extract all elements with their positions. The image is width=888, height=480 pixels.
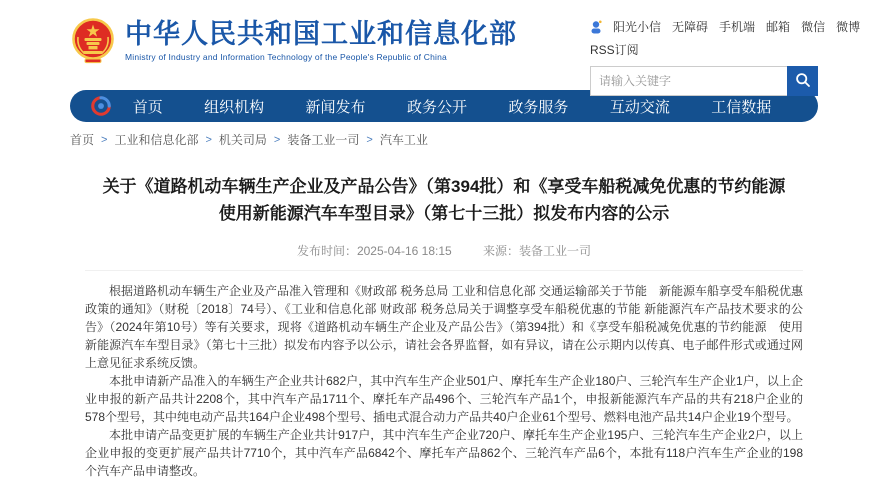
breadcrumb-separator: > <box>366 133 373 146</box>
search-button[interactable] <box>787 66 818 96</box>
breadcrumb-item-equipment-bureau[interactable]: 装备工业一司 <box>287 133 360 147</box>
site-subtitle: Ministry of Industry and Information Technology of the People's Republic of China <box>125 52 447 62</box>
breadcrumb-separator: > <box>101 133 108 146</box>
home-logo-link[interactable] <box>72 17 517 64</box>
nav-items <box>112 96 792 117</box>
article-paragraph: 根据道路机动车辆生产企业及产品准入管理和《财政部 税务总局 工业和信息化部 交通运输部关于节能 新能源车船享受车船税优惠政策的通知》（财税〔2018〕74号）、《工业和信息化部 财政部 税务总局关于调整享受车船税优惠的节能 新能源汽车产品技术要求的公告》（2024年第10号）等有关要求，现将《道路机动车辆生产企业及产品公告》（第394批）和《享受车船税减免优惠的节约能源 使用新能源汽车车型目录》（第七十三批）拟发布内容予以公示，请社会各界监督，如有异议，请在公示期内以传真、电子邮件形式或通过网上意见征求系统反馈。 <box>85 284 804 370</box>
site-title: 中华人民共和国工业和信息化部 <box>125 19 517 49</box>
nav-item-home[interactable]: 首页 <box>132 98 163 116</box>
breadcrumb-item-miit[interactable]: 工业和信息化部 <box>114 133 199 147</box>
search-input[interactable] <box>590 66 787 96</box>
site-titles <box>125 17 517 62</box>
page-title: 关于《道路机动车辆生产企业及产品公告》（第394批）和《享受车船税减免优惠的节约能源 使用新能源汽车车型目录》（第七十三批）拟发布内容的公示 <box>102 177 786 223</box>
breadcrumb-item-home[interactable]: 首页 <box>70 133 95 147</box>
search-icon <box>795 72 811 91</box>
article <box>70 173 818 480</box>
top-link-mail[interactable]: 邮箱 <box>766 20 791 34</box>
nav-item-gov-affairs[interactable]: 政务公开 <box>406 98 467 116</box>
top-link-weibo[interactable]: 微博 <box>836 20 861 34</box>
rss-row <box>590 41 818 58</box>
sunshine-assistant-icon <box>590 20 602 34</box>
breadcrumb-item-departments[interactable]: 机关司局 <box>218 133 267 147</box>
article-paragraph: 本批申请产品变更扩展的车辆生产企业共计917户，其中汽车生产企业720户、摩托车生产企业195户、三轮汽车生产企业2户，以上企业申报的变更扩展产品共计7710个，其中汽车产品6842个、摩托车产品862个、三轮汽车产品6个，本批有118户汽车生产企业的198个汽车产品申请整改。 <box>85 428 803 478</box>
article-paragraph: 本批申请新产品准入的车辆生产企业共计682户，其中汽车生产企业501户、摩托车生产企业180户、三轮汽车生产企业1户，以上企业申报的新产品共计2208个，其中汽车产品1711个、摩托车产品496个、三轮汽车产品1个，申报新能源汽车产品的共有218户企业的578个型号，其中纯电动产品共164户企业498个型号、插电式混合动力产品共40户企业61个型号、燃料电池产品共14户企业19个型号。 <box>85 374 803 424</box>
top-utility-bar <box>590 18 861 35</box>
meta-divider <box>85 270 803 271</box>
top-link-sunshine[interactable]: 阳光小信 <box>613 20 662 34</box>
nav-item-news[interactable]: 新闻发布 <box>305 98 366 116</box>
top-link-mobile[interactable]: 手机端 <box>719 20 756 34</box>
rss-link[interactable]: RSS订阅 <box>590 43 639 57</box>
article-body <box>85 282 803 480</box>
article-meta <box>85 242 803 259</box>
national-emblem-icon <box>72 17 114 64</box>
nav-item-interaction[interactable]: 互动交流 <box>609 98 670 116</box>
nav-item-organization[interactable]: 组织机构 <box>204 98 265 116</box>
breadcrumb-item-auto-industry[interactable]: 汽车工业 <box>379 133 428 147</box>
top-link-accessibility[interactable]: 无障碍 <box>672 20 709 34</box>
site-header <box>0 0 888 88</box>
breadcrumb <box>70 131 818 148</box>
nav-item-gov-services[interactable]: 政务服务 <box>508 98 569 116</box>
header-utilities <box>590 18 861 96</box>
search-form <box>590 66 818 96</box>
publish-time: 发布时间：2025-04-16 18:15 <box>296 244 452 258</box>
top-link-wechat[interactable]: 微信 <box>801 20 826 34</box>
nav-item-data[interactable]: 工信数据 <box>711 98 772 116</box>
article-source: 来源：装备工业一司 <box>483 244 592 258</box>
miit-logo-icon <box>90 95 112 117</box>
breadcrumb-separator: > <box>273 133 281 146</box>
breadcrumb-separator: > <box>205 133 212 146</box>
